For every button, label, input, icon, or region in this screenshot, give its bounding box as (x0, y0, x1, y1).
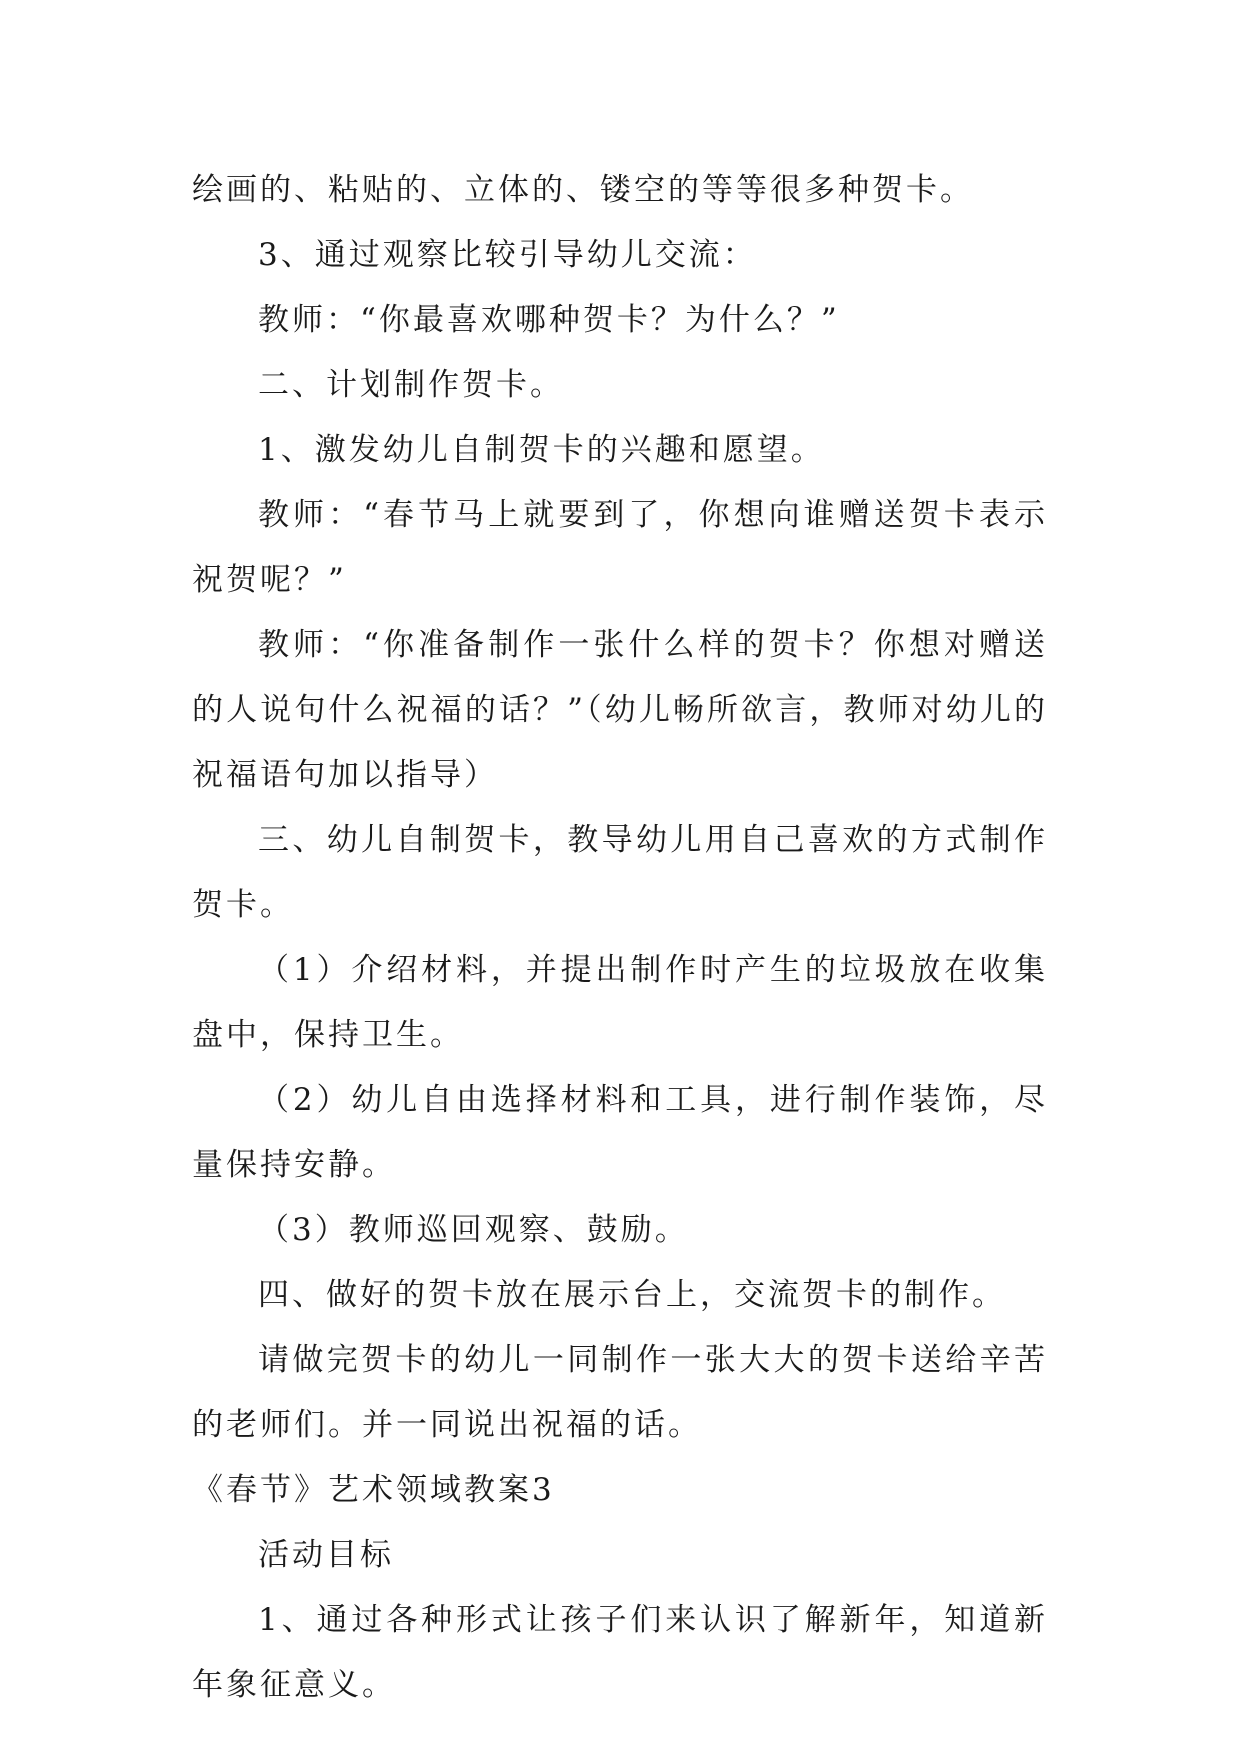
section-heading-plan: 二、计划制作贺卡。 (258, 367, 564, 403)
paragraph-closing: 请做完贺卡的幼儿一同制作一张大大的贺卡送给辛苦的老师们。并一同说出祝福的话。 (192, 1342, 1048, 1443)
document-body (192, 158, 1048, 1718)
lesson-title: 《春节》艺术领域教案3 (192, 1472, 555, 1508)
paragraph-continuation: 绘画的、粘贴的、立体的、镂空的等等很多种贺卡。 (192, 172, 974, 208)
section-heading-make-cards: 三、幼儿自制贺卡，教导幼儿用自己喜欢的方式制作贺卡。 (192, 822, 1048, 923)
section-heading-goals: 活动目标 (258, 1537, 394, 1573)
paragraph-sub-step-1: （1）介绍材料，并提出制作时产生的垃圾放在收集盘中，保持卫生。 (192, 952, 1048, 1053)
paragraph-teacher-question-2: 教师：“春节马上就要到了，你想向谁赠送贺卡表示祝贺呢？” (192, 497, 1048, 598)
paragraph-sub-step-2: （2）幼儿自由选择材料和工具，进行制作装饰，尽量保持安静。 (192, 1082, 1048, 1183)
paragraph-sub-step-3: （3）教师巡回观察、鼓励。 (258, 1212, 689, 1248)
section-heading-display: 四、做好的贺卡放在展示台上，交流贺卡的制作。 (258, 1277, 1006, 1313)
paragraph-step-1: 1、激发幼儿自制贺卡的兴趣和愿望。 (258, 432, 825, 468)
paragraph-goal-1: 1、通过各种形式让孩子们来认识了解新年，知道新年象征意义。 (192, 1602, 1048, 1703)
paragraph-teacher-question-1: 教师：“你最喜欢哪种贺卡？为什么？” (258, 302, 840, 338)
paragraph-step-3: 3、通过观察比较引导幼儿交流： (258, 237, 757, 273)
paragraph-teacher-question-3: 教师：“你准备制作一张什么样的贺卡？你想对赠送的人说句什么祝福的话？”（幼儿畅所欲言，教师对幼儿的祝福语句加以指导） (192, 627, 1048, 793)
